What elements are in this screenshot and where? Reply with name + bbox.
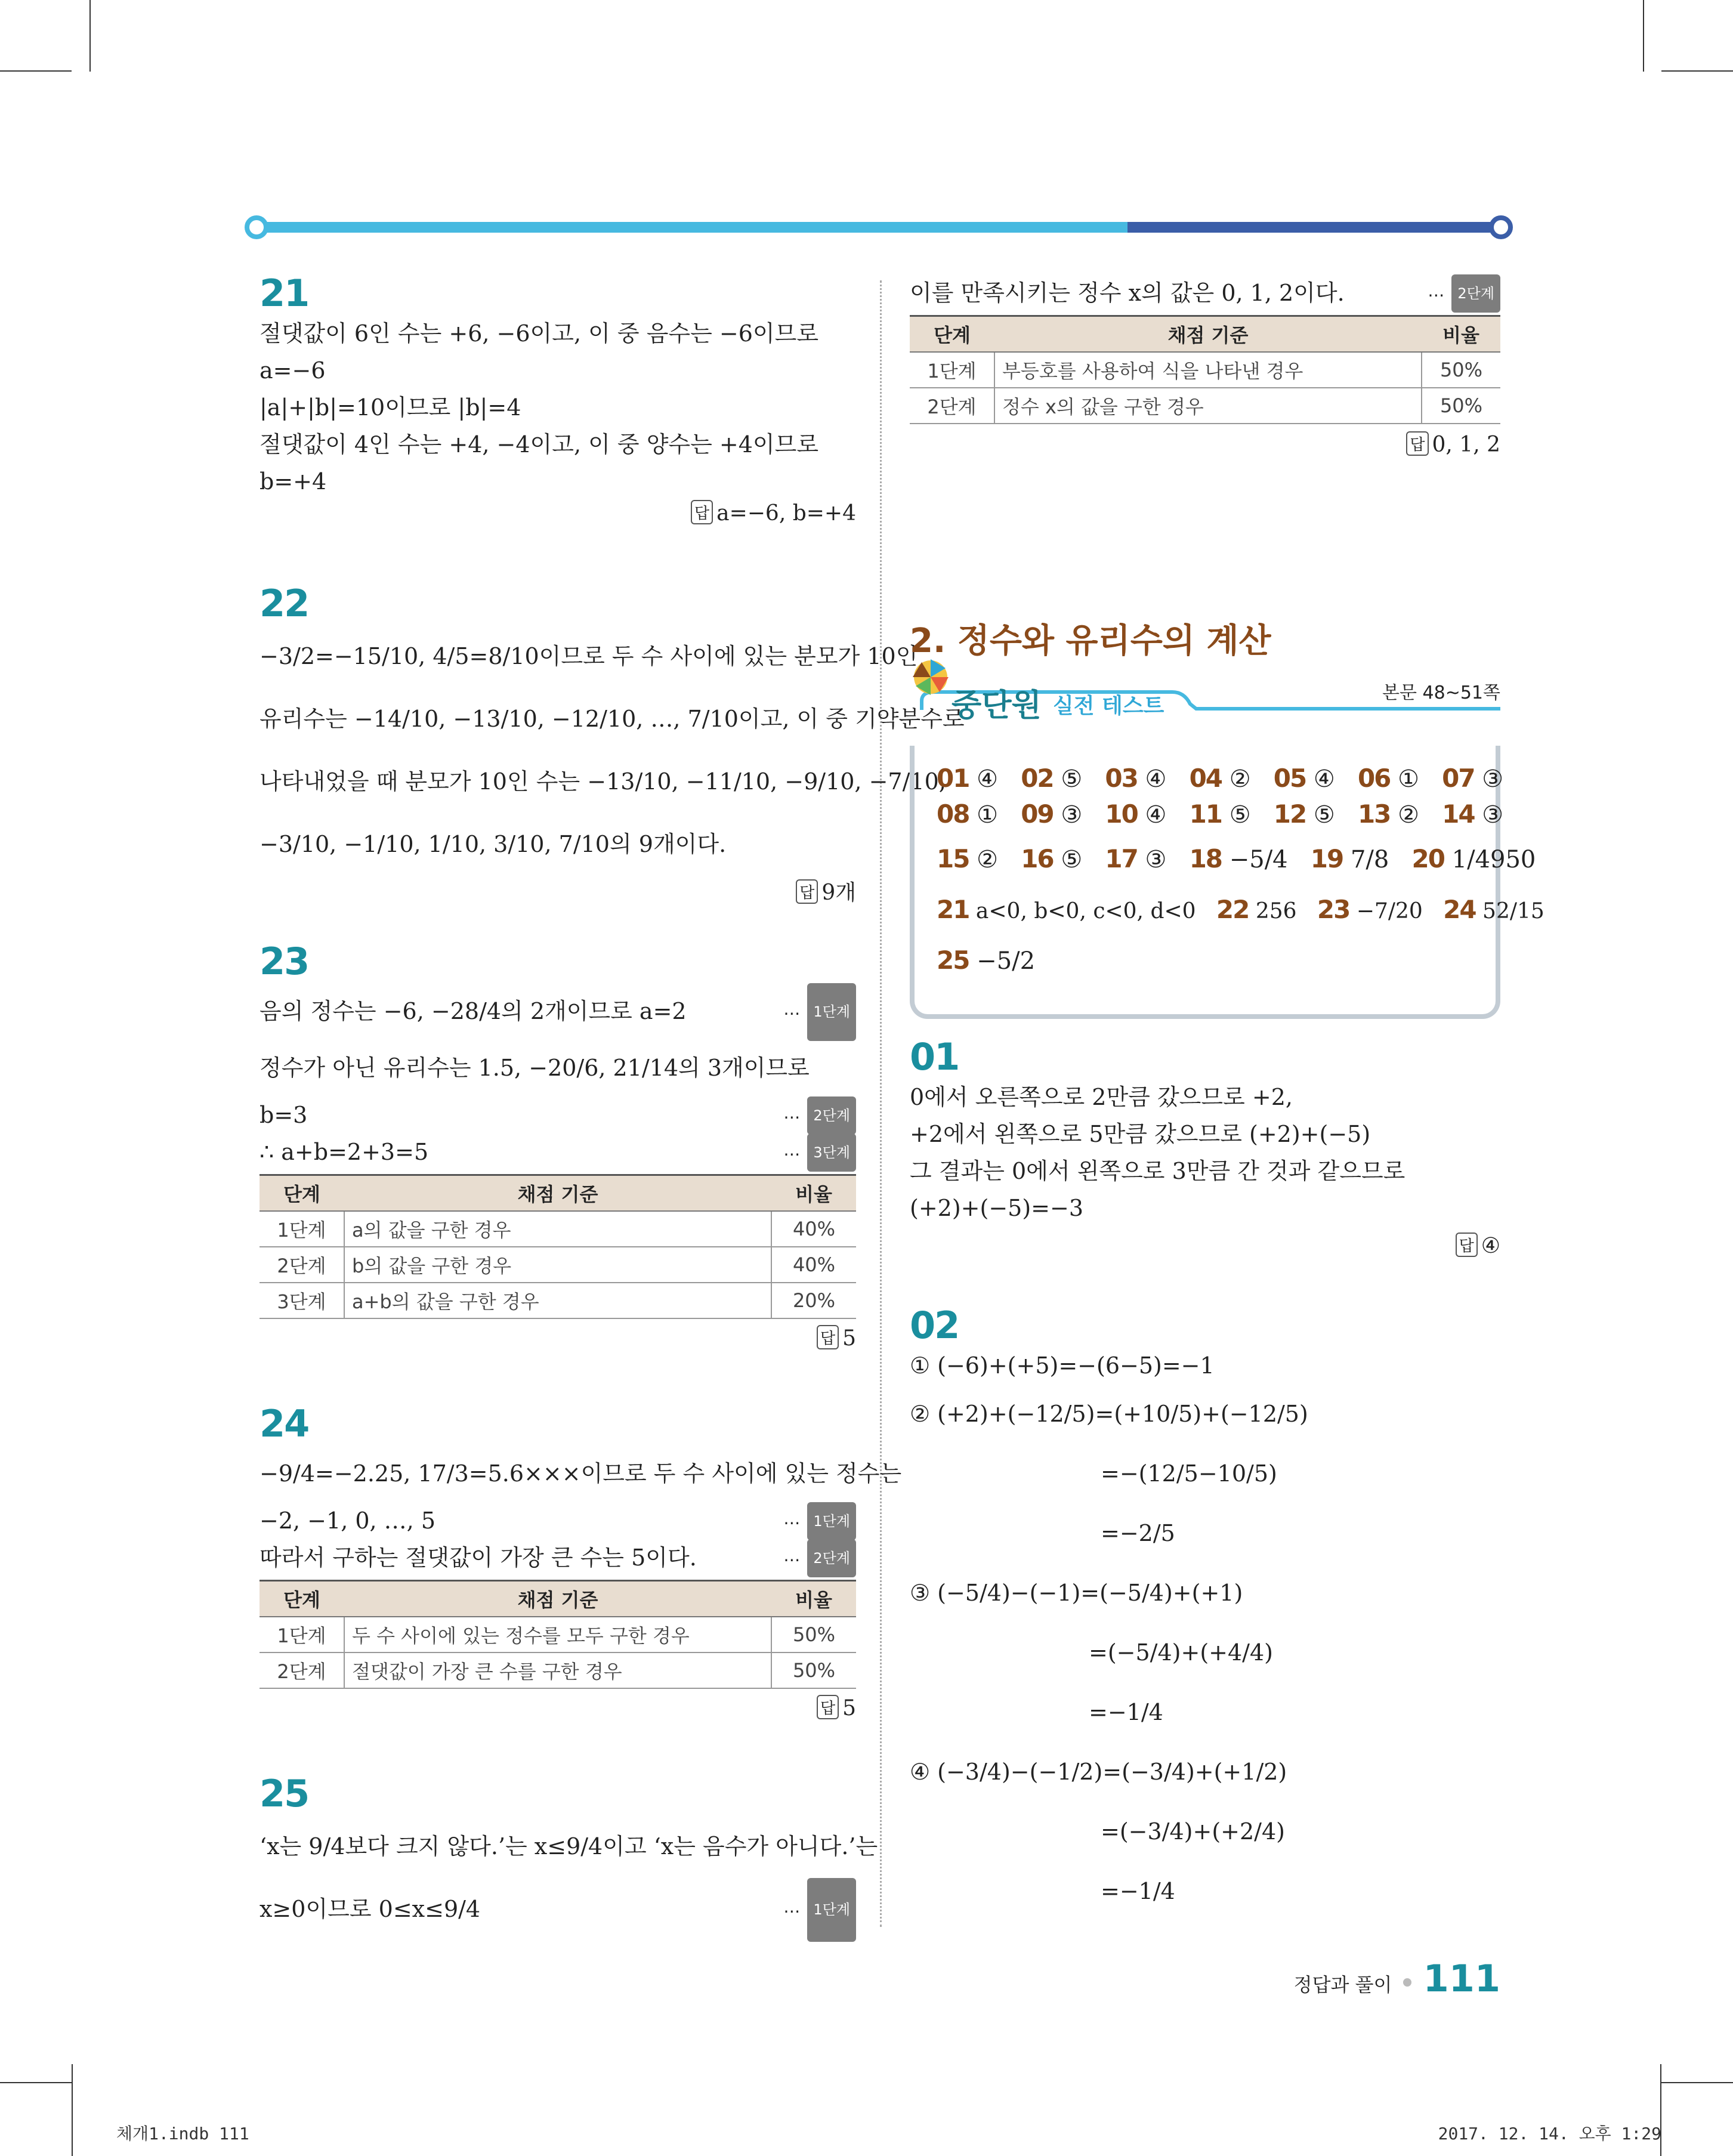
q25-block (260, 1772, 878, 1941)
table-row: 2단계 절댓값이 가장 큰 수를 구한 경우 50% (260, 1652, 856, 1688)
q23-line: 음의 정수는 −6, −28/4의 2개이므로 a=2 ⋯ 1단계 (260, 983, 856, 1040)
answer-mark-icon: 답 (691, 500, 713, 524)
print-stamp: 2017. 12. 14. 오후 1:29 (1438, 2124, 1661, 2143)
badge-main: 중단원 (952, 688, 1042, 724)
answer-mark-icon: 답 (1456, 1233, 1478, 1257)
s01-answer: 답 ④ (910, 1233, 1500, 1258)
s02-line: ③ (−5/4)−(−1)=(−5/4)+(+1) (910, 1580, 1243, 1606)
s02-line: ① (−6)+(+5)=−(6−5)=−1 (910, 1352, 1215, 1379)
answer-row: 08 ① 09 ③ 10 ④ 11 ⑤ 12 ⑤ 13 ② 14 ③ (937, 799, 1504, 829)
q23-scoring-table: 단계 채점 기준 비율 1단계 a의 값을 구한 경우 40% 2단계 b의 값을 구한 경우 40% 3단계 a+b의 값을 구한 경우 20% (260, 1174, 856, 1319)
answer-row: 25 −5/2 (937, 946, 1036, 975)
step-badge: 2단계 (807, 1539, 856, 1577)
answer-mark-icon: 답 (1406, 431, 1428, 456)
q23-line: b=3 ⋯ 2단계 (260, 1096, 856, 1133)
s01-line: (+2)+(−5)=−3 (910, 1195, 1084, 1221)
s02-block (910, 1304, 1500, 1921)
q21-line: a=−6 (260, 357, 326, 384)
q25-line: ‘x는 9/4보다 크지 않다.’는 x≤9/4이고 ‘x는 음수가 아니다.’는 (260, 1833, 878, 1860)
q25-number: 25 (260, 1772, 309, 1815)
q23-block (260, 940, 856, 1351)
q22-line: 나타내었을 때 분모가 10인 수는 −13/10, −11/10, −9/10, −7/10, (260, 768, 946, 795)
q23-number: 23 (260, 940, 309, 983)
q24-number: 24 (260, 1402, 309, 1445)
section-title: 2. 정수와 유리수의 계산 (910, 622, 1271, 660)
q22-line: −3/10, −1/10, 1/10, 3/10, 7/10의 9개이다. (260, 831, 727, 857)
q24-scoring-table: 단계 채점 기준 비율 1단계 두 수 사이에 있는 정수를 모두 구한 경우 50% 2단계 절댓값이 가장 큰 수를 구한 경우 50% (260, 1580, 856, 1689)
q25-line: x≥0이므로 0≤x≤9/4 ⋯ 1단계 (260, 1878, 856, 1941)
right-column (910, 274, 1544, 1904)
answer-row: 01 ④ 02 ⑤ 03 ④ 04 ② 05 ④ 06 ① 07 ③ (937, 764, 1504, 793)
q25-answer: 답 0, 1, 2 (910, 431, 1500, 457)
q21-line: 절댓값이 6인 수는 +6, −6이고, 이 중 음수는 −6이므로 (260, 320, 819, 347)
page-footer (1294, 1957, 1500, 2000)
page-range: 본문 48~51쪽 (1382, 682, 1500, 703)
answer-mark-icon: 답 (817, 1695, 839, 1719)
s01-block (910, 1035, 1500, 1258)
answer-mark-icon: 답 (796, 879, 818, 904)
q21-line: 절댓값이 4인 수는 +4, −4이고, 이 중 양수는 +4이므로 (260, 431, 819, 458)
step-badge: 1단계 (807, 1878, 856, 1942)
s02-line: =−2/5 (1101, 1520, 1175, 1546)
s02-line: ④ (−3/4)−(−1/2)=(−3/4)+(+1/2) (910, 1759, 1287, 1785)
q21-answer: 답 a=−6, b=+4 (260, 500, 856, 526)
s01-line: 그 결과는 0에서 왼쪽으로 3만큼 간 것과 같으므로 (910, 1158, 1405, 1184)
s02-line: =(−5/4)+(+4/4) (1089, 1639, 1273, 1666)
s01-number: 01 (910, 1035, 959, 1079)
q24-answer: 답 5 (260, 1695, 856, 1721)
table-row: 1단계 a의 값을 구한 경우 40% (260, 1211, 856, 1247)
q21-line: b=+4 (260, 468, 327, 495)
s02-number: 02 (910, 1304, 959, 1347)
step-badge: 2단계 (1451, 274, 1500, 313)
q25-continued-line: 이를 만족시키는 정수 x의 값은 0, 1, 2이다. ⋯ 2단계 (910, 274, 1500, 311)
step-badge: 1단계 (807, 1502, 856, 1540)
answer-mark-icon: 답 (817, 1325, 839, 1349)
q24-block (260, 1402, 902, 1721)
table-row: 1단계 두 수 사이에 있는 정수를 모두 구한 경우 50% (260, 1617, 856, 1652)
q21-number: 21 (260, 271, 309, 315)
q25-scoring-table: 단계 채점 기준 비율 1단계 부등호를 사용하여 식을 나타낸 경우 50% 2단계 정수 x의 값을 구한 경우 50% (910, 315, 1500, 424)
s02-line: =(−3/4)+(+2/4) (1101, 1818, 1285, 1845)
q22-number: 22 (260, 582, 309, 625)
q23-line: ∴ a+b=2+3=5 ⋯ 3단계 (260, 1133, 856, 1170)
q24-line: −9/4=−2.25, 17/3=5.6×××이므로 두 수 사이에 있는 정수는 (260, 1460, 902, 1487)
header-bar-left-dot (245, 215, 268, 239)
table-row: 2단계 정수 x의 값을 구한 경우 50% (910, 388, 1500, 424)
s01-line: 0에서 오른쪽으로 2만큼 갔으므로 +2, (910, 1084, 1293, 1110)
q22-line: 유리수는 −14/10, −13/10, −12/10, …, 7/10이고, 이 중 기약분수로 (260, 706, 965, 732)
s02-line: =−1/4 (1101, 1878, 1175, 1904)
badge-sub: 실전 테스트 (1053, 694, 1164, 718)
q21-block (260, 271, 856, 526)
s02-line: =−1/4 (1089, 1699, 1163, 1725)
q21-line: |a|+|b|=10이므로 |b|=4 (260, 394, 521, 421)
q22-line: −3/2=−15/10, 4/5=8/10이므로 두 수 사이에 있는 분모가 10인 (260, 643, 918, 669)
header-bar (251, 222, 1503, 233)
q23-answer: 답 5 (260, 1325, 856, 1351)
step-badge: 1단계 (807, 983, 856, 1041)
step-badge: 3단계 (807, 1133, 856, 1172)
q24-line: 따라서 구하는 절댓값이 가장 큰 수는 5이다. ⋯ 2단계 (260, 1539, 856, 1576)
q24-line: −2, −1, 0, …, 5 ⋯ 1단계 (260, 1502, 856, 1539)
q23-line: 정수가 아닌 유리수는 1.5, −20/6, 21/14의 3개이므로 (260, 1055, 810, 1081)
answer-row: 15 ② 16 ⑤ 17 ③ 18 −5/4 19 7/8 20 1/4950 (937, 844, 1536, 873)
footer-title: 정답과 풀이 (1293, 1973, 1392, 1996)
q22-answer: 답 9개 (260, 876, 856, 906)
table-row: 1단계 부등호를 사용하여 식을 나타낸 경우 50% (910, 352, 1500, 388)
answer-row: 21 a<0, b<0, c<0, d<0 22 256 23 −7/20 24 52/15 (937, 895, 1544, 924)
q22-block (260, 582, 965, 906)
table-row: 2단계 b의 값을 구한 경우 40% (260, 1247, 856, 1283)
header-bar-right-dot (1489, 215, 1513, 239)
left-column (260, 271, 965, 1922)
table-row: 3단계 a+b의 값을 구한 경우 20% (260, 1283, 856, 1318)
file-label: 체개1.indb 111 (116, 2124, 249, 2143)
page-number: 111 (1423, 1957, 1500, 2000)
section-badge (910, 656, 1500, 722)
column-divider (880, 280, 882, 1927)
s02-line: =−(12/5−10/5) (1101, 1460, 1277, 1487)
s01-line: +2에서 왼쪽으로 5만큼 갔으므로 (+2)+(−5) (910, 1121, 1371, 1147)
s02-line: ② (+2)+(−12/5)=(+10/5)+(−12/5) (910, 1401, 1308, 1427)
step-badge: 2단계 (807, 1096, 856, 1135)
footer-dot-icon (1403, 1978, 1411, 1987)
